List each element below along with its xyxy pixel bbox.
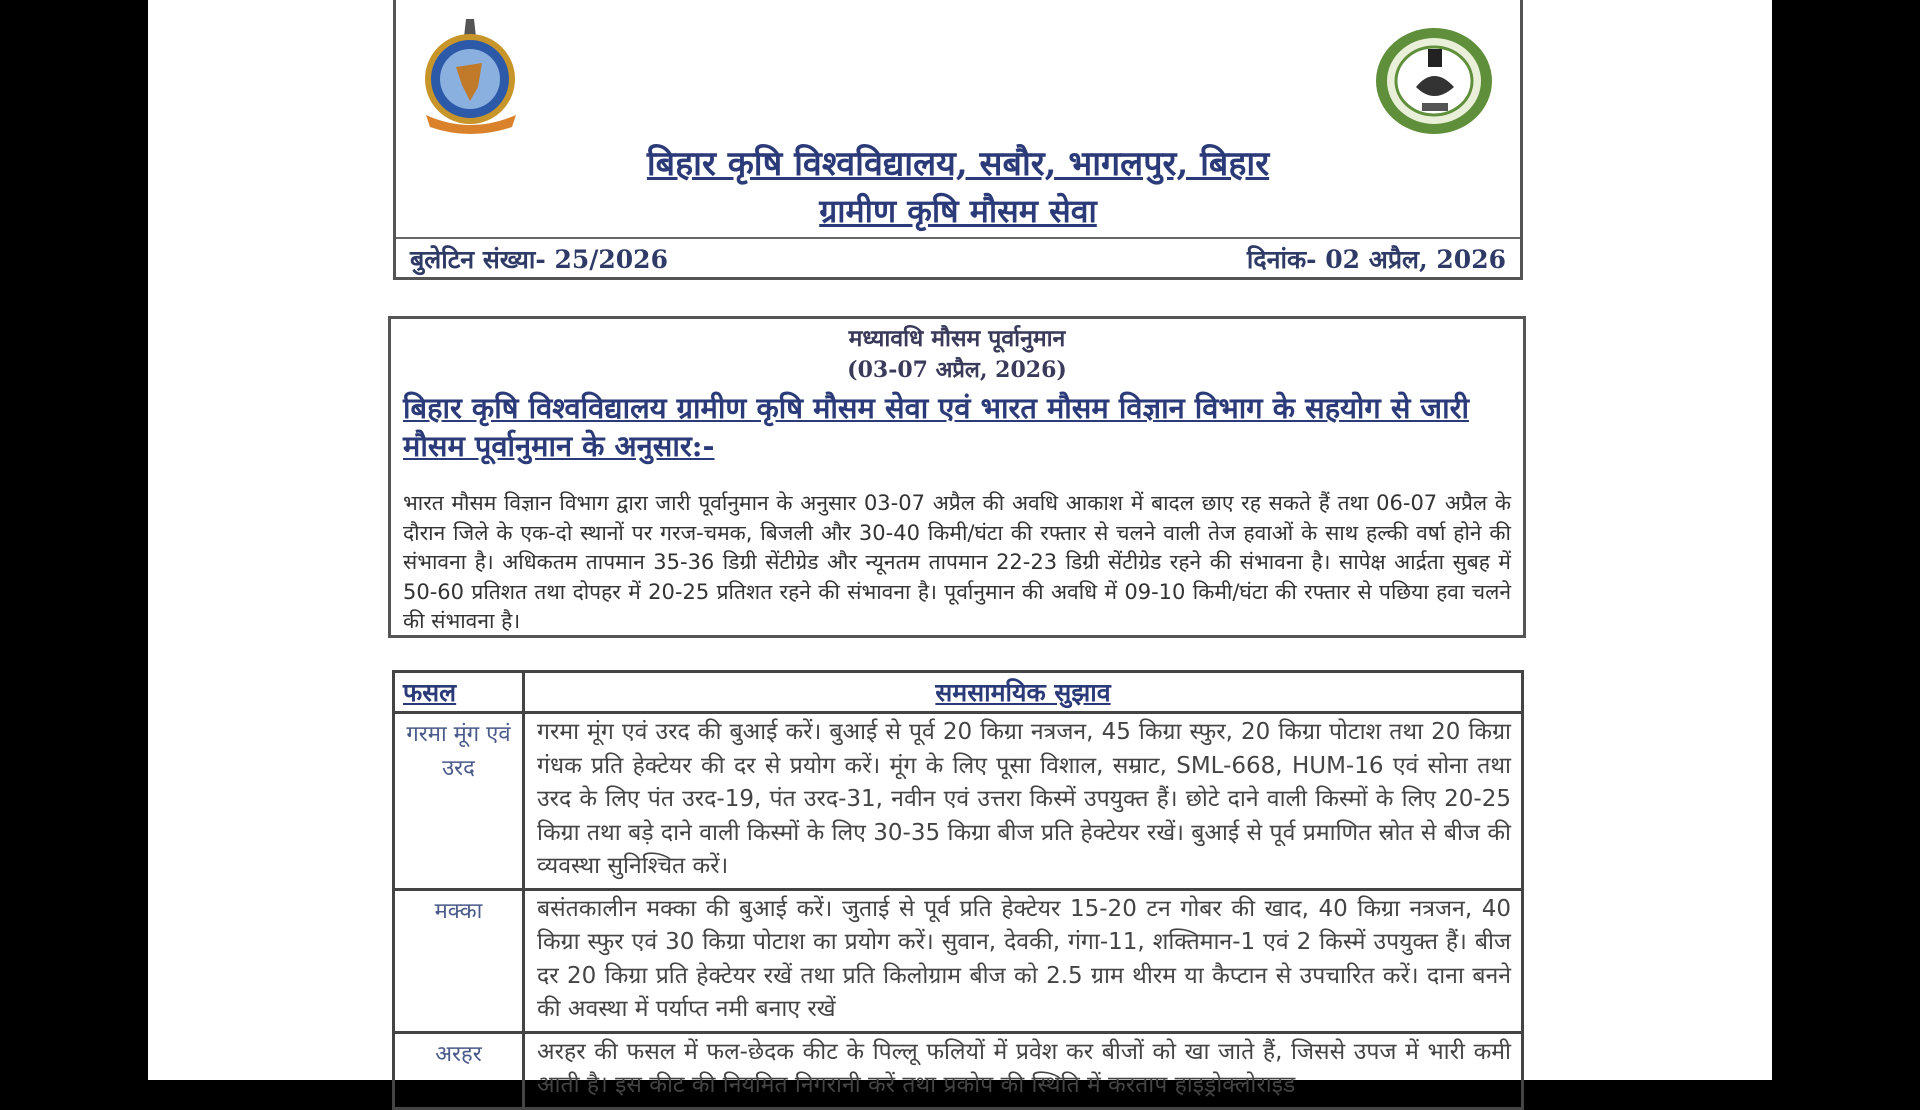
advisory-table xyxy=(392,670,1524,1110)
table-row xyxy=(394,713,1523,890)
crop-name: अरहर xyxy=(394,1032,524,1108)
crop-advice: गरमा मूंग एवं उरद की बुआई करें। बुआई से पूर्व 20 किग्रा नत्रजन, 45 किग्रा स्फुर, 20 किग्रा पोटाश तथा 20 किग्रा गंधक प्रति हेक्टेयर की दर से प्रयोग करें। मूंग के लिए पूसा विशाल, सम्राट, SML-668, HUM-16 एवं सोना तथा उरद के लिए पंत उरद-19, पंत उरद-31, नवीन एवं उत्तरा किस्में उपयुक्त हैं। छोटे दाने वाली किस्मों के लिए 20-25 किग्रा तथा बड़े दाने वाली किस्मों के लिए 30-35 किग्रा बीज प्रति हेक्टेयर रखें। बुआई से पूर्व प्रमाणित स्रोत से बीज की व्यवस्था सुनिश्चित करें। xyxy=(524,713,1523,890)
advisory-header-row xyxy=(394,672,1523,713)
university-title: बिहार कृषि विश्वविद्यालय, सबौर, भागलपुर, बिहार xyxy=(646,144,1270,184)
bulletin-meta-row xyxy=(396,237,1520,279)
forecast-body: भारत मौसम विज्ञान विभाग द्वारा जारी पूर्वानुमान के अनुसार 03-07 अप्रैल की अवधि आकाश में बादल छाए रह सकते हैं तथा 06-07 अप्रैल के दौरान जिले के एक-दो स्थानों पर गरज-चमक, बिजली और 30-40 किमी/घंटा की रफ्तार से चलने वाली तेज हवाओं के साथ हल्की वर्षा होने की संभावना है। अधिकतम तापमान 35-36 डिग्री सेंटीग्रेड और न्यूनतम तापमान 22-23 डिग्री सेंटीग्रेड रहने की संभावना है। सापेक्ष आर्द्रता सुबह में 50-60 प्रतिशत तथा दोपहर में 20-25 प्रतिशत रहने की संभावना है। पूर्वानुमान की अवधि में 09-10 किमी/घंटा की रफ्तार से पछिया हवा चलने की संभावना है। xyxy=(403,491,1511,633)
crop-column-header: फसल xyxy=(394,672,524,713)
bau-seal-icon xyxy=(1372,25,1496,137)
imd-emblem-icon xyxy=(416,17,526,137)
service-title: ग्रामीण कृषि मौसम सेवा xyxy=(819,192,1097,230)
forecast-heading: मध्यावधि मौसम पूर्वानुमान xyxy=(848,325,1066,352)
bulletin-date: दिनांक- 02 अप्रैल, 2026 xyxy=(1246,245,1506,274)
table-row xyxy=(394,1032,1523,1108)
advice-column-header: समसामयिक सुझाव xyxy=(524,672,1523,713)
forecast-section xyxy=(388,316,1526,638)
forecast-title: बिहार कृषि विश्वविद्यालय ग्रामीण कृषि मौसम सेवा एवं भारत मौसम विज्ञान विभाग के सहयोग से जारी मौसम पूर्वानुमान के अनुसार:- xyxy=(403,391,1469,463)
table-row xyxy=(394,889,1523,1032)
bulletin-number: बुलेटिन संख्या- 25/2026 xyxy=(410,245,668,274)
bulletin-page xyxy=(148,0,1772,1098)
crop-name: मक्का xyxy=(394,889,524,1032)
forecast-period: (03-07 अप्रैल, 2026) xyxy=(847,357,1067,383)
crop-name: गरमा मूंग एवं उरद xyxy=(394,713,524,890)
crop-advice: अरहर की फसल में फल-छेदक कीट के पिल्लू फलियों में प्रवेश कर बीजों को खा जाते हैं, जिससे उपज में भारी कमी आती है। इस कीट की नियमित निगरानी करें तथा प्रकोप की स्थिति में करताप हाइड्रोक्लोराइड xyxy=(524,1032,1523,1108)
crop-advice: बसंतकालीन मक्का की बुआई करें। जुताई से पूर्व प्रति हेक्टेयर 15-20 टन गोबर की खाद, 40 किग्रा नत्रजन, 40 किग्रा स्फुर एवं 30 किग्रा पोटाश का प्रयोग करें। सुवान, देवकी, गंगा-11, शक्तिमान-1 एवं 2 किस्में उपयुक्त हैं। बीज दर 20 किग्रा प्रति हेक्टेयर रखें तथा प्रति किलोग्राम बीज को 2.5 ग्राम थीरम या कैप्टान से उपचारित करें। दाना बनने की अवस्था में पर्याप्त नमी बनाए रखें xyxy=(524,889,1523,1032)
bulletin-header xyxy=(393,0,1523,280)
